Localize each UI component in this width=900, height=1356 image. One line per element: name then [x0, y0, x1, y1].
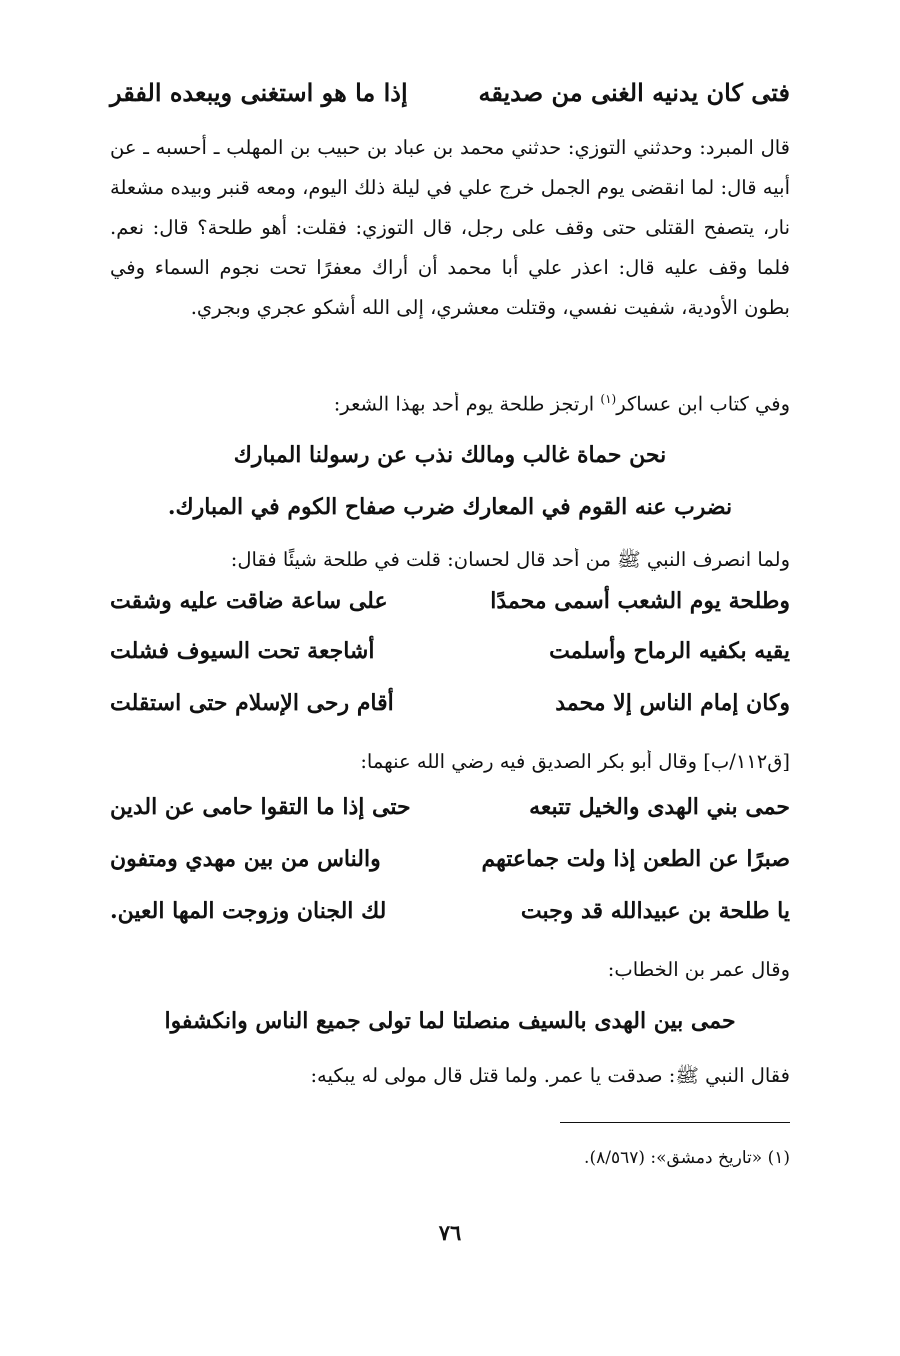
running-header	[110, 78, 790, 118]
paragraph-ibn-asakir	[110, 392, 790, 416]
hassan-verse-row	[110, 588, 790, 628]
abubakr-verse-2-first: صبرًا عن الطعن إذا ولت جماعتهم	[481, 846, 790, 872]
abubakr-verse-2-second: والناس من بين مهدي ومتفون	[110, 846, 381, 872]
hassan-verse-1-second: على ساعة ضاقت عليه وشقت	[110, 588, 388, 614]
umar-intro: وقال عمر بن الخطاب:	[607, 958, 790, 981]
abubakr-verse-row	[110, 794, 790, 834]
abubakr-verse-row	[110, 846, 790, 886]
ibn-asakir-text-rest: ارتجز طلحة يوم أحد بهذا الشعر:	[333, 392, 601, 416]
hassan-verse-3-first: وكان إمام الناس إلا محمد	[555, 690, 790, 716]
hassan-verse-3-second: أقام رحى الإسلام حتى استقلت	[110, 690, 394, 716]
abubakr-verse-1-second: حتى إذا ما التقوا حامى عن الدين	[110, 794, 411, 820]
ibn-asakir-text: وفي كتاب ابن عساكر	[616, 392, 790, 416]
hassan-verse-row	[110, 638, 790, 678]
hassan-verse-2-second: أشاجعة تحت السيوف فشلت	[110, 638, 375, 664]
umar-verse: حمى بين الهدى بالسيف منصلتا لما تولى جميع الناس وانكشفوا	[164, 1008, 736, 1034]
hassan-verse-1-first: وطلحة يوم الشعب أسمى محمدًا	[490, 588, 790, 614]
header-hemistich-2: إذا ما هو استغنى ويبعده الفقر	[110, 78, 408, 107]
verse-talha-2: نضرب عنه القوم في المعارك ضرب صفاح الكوم في المبارك.	[167, 494, 733, 520]
abubakr-intro: [ق١١٢/ب] وقال أبو بكر الصديق فيه رضي الله عنهما:	[360, 750, 790, 773]
footnote: (١) «تاريخ دمشق»: (٨/٥٦٧).	[584, 1148, 790, 1168]
abubakr-verse-row	[110, 898, 790, 938]
footnote-ref[interactable]: (١)	[600, 392, 617, 406]
header-hemistich-1: فتى كان يدنيه الغنى من صديقه	[478, 78, 790, 107]
footnote-divider	[560, 1122, 790, 1123]
verse-talha-1: نحن حماة غالب ومالك نذب عن رسولنا المبارك	[233, 442, 667, 468]
paragraph-mubarrad: قال المبرد: وحدثني التوزي: حدثني محمد بن عباد بن حبيب بن المهلب ـ أحسبه ـ عن أبيه قال: لما انقضى يوم الجمل خرج علي في ليلة ذلك اليوم، ومعه قنبر وبيده مشعلة نار، يتصفح القتلى حتى وقف على رجل، قال التوزي: فقلت: أهو طلحة؟ قال: نعم. فلما وقف عليه قال: اعذر علي أبا محمد أن أراك معفرًا تحت نجوم السماء وفي بطون الأودية، شفيت نفسي، وقتلت معشري، إلى الله أشكو عجري وبجري.	[110, 136, 790, 319]
abubakr-verse-3-first: يا طلحة بن عبيدالله قد وجبت	[520, 898, 790, 924]
hassan-intro: ولما انصرف النبي ﷺ من أحد قال لحسان: قلت في طلحة شيئًا فقال:	[230, 548, 790, 571]
abubakr-verse-1-first: حمى بني الهدى والخيل تتبعه	[529, 794, 790, 820]
hassan-verse-row	[110, 690, 790, 730]
hassan-verse-2-first: يقيه بكفيه الرماح وأسلمت	[549, 638, 790, 664]
page-number: ٧٦	[438, 1220, 462, 1245]
abubakr-verse-3-second: لك الجنان وزوجت المها العين.	[110, 898, 387, 924]
closing-line: فقال النبي ﷺ: صدقت يا عمر. ولما قتل قال مولى له يبكيه:	[310, 1064, 790, 1087]
